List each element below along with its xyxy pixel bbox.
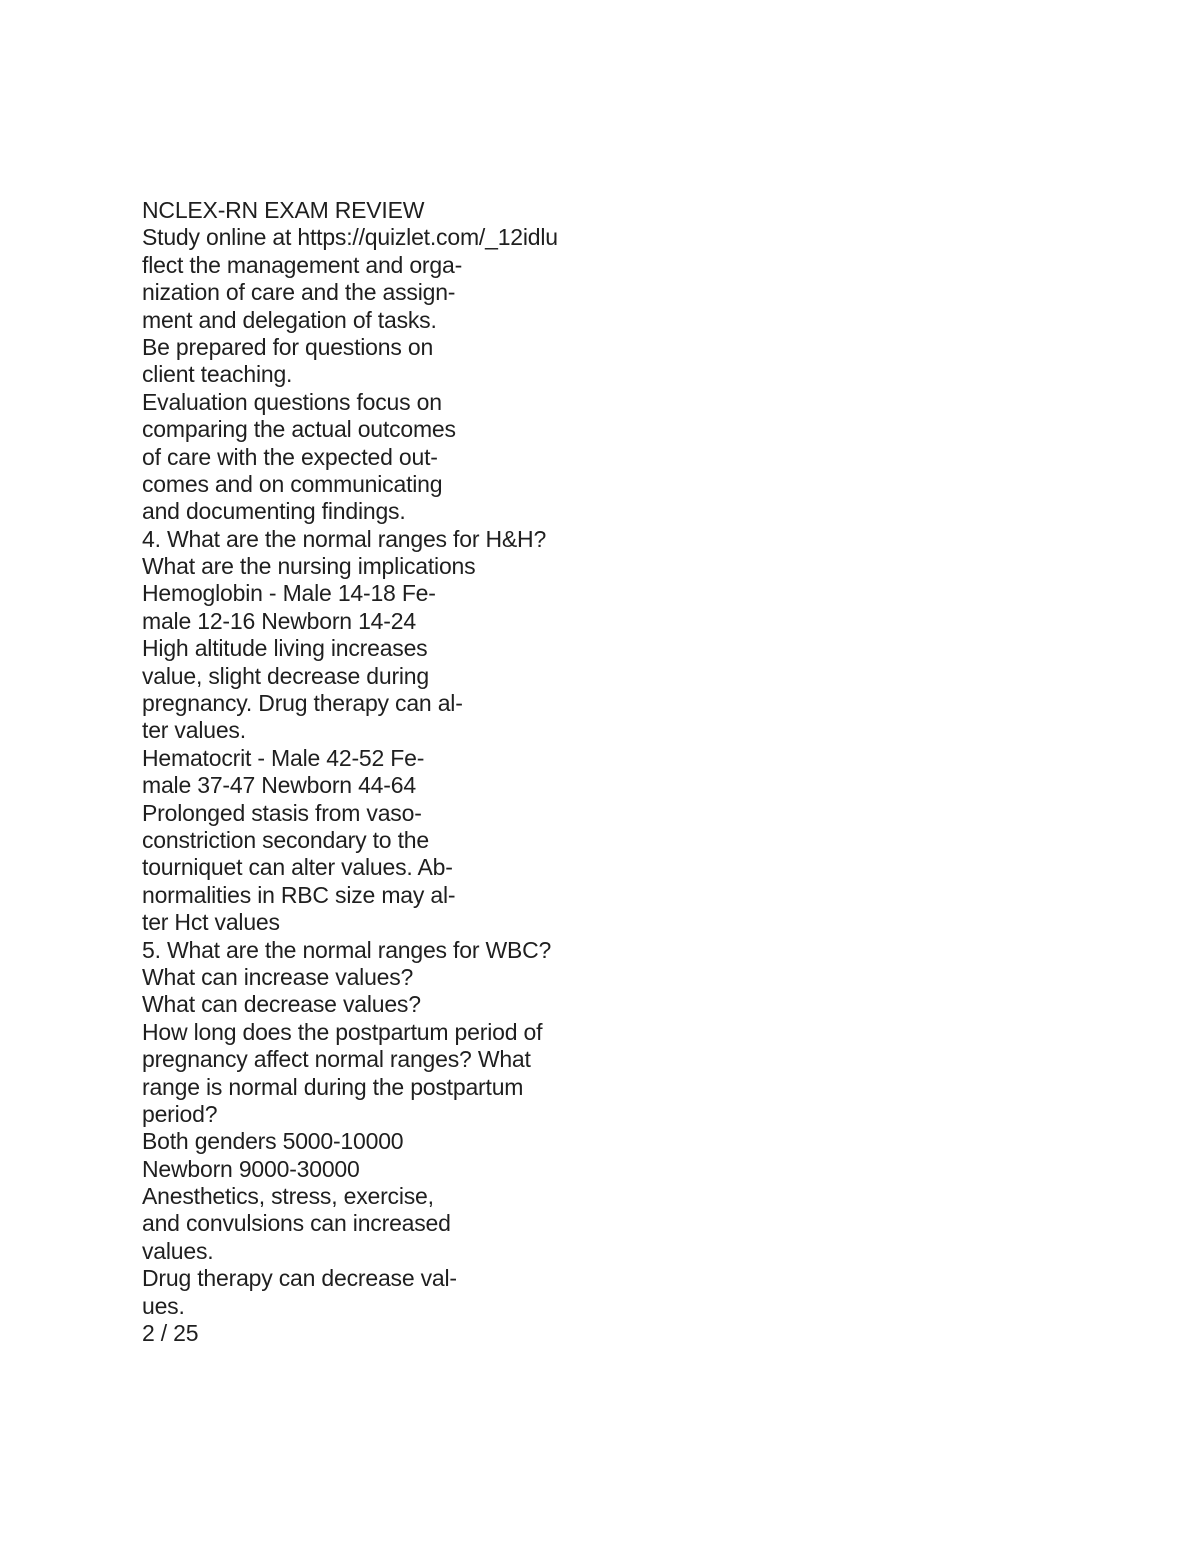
text-line: constriction secondary to the [142, 826, 429, 853]
text-line: Be prepared for questions on [142, 333, 434, 360]
text-line: tourniquet can alter values. Ab- [142, 854, 453, 881]
text-line: Newborn 9000-30000 [142, 1155, 360, 1182]
text-line: values. [142, 1237, 214, 1264]
text-line: pregnancy. Drug therapy can al- [142, 690, 463, 717]
text-line: What can decrease values? [142, 991, 421, 1018]
text-line: period? [142, 1100, 218, 1127]
text-line: value, slight decrease during [142, 662, 429, 689]
text-line: How long does the postpartum period of [142, 1018, 543, 1045]
text-line: Evaluation questions focus on [142, 388, 442, 415]
text-line: and documenting findings. [142, 498, 406, 525]
text-line: 4. What are the normal ranges for H&H? [142, 525, 547, 552]
text-line: Prolonged stasis from vaso- [142, 799, 422, 826]
text-line: range is normal during the postpartum [142, 1073, 524, 1100]
text-line: client teaching. [142, 361, 293, 388]
text-line: High altitude living increases [142, 635, 428, 662]
text-line: What can increase values? [142, 963, 414, 990]
document-header: NCLEX-RN EXAM REVIEW [142, 197, 425, 223]
text-line: pregnancy affect normal ranges? What [142, 1046, 531, 1073]
text-line: Hemoglobin - Male 14-18 Fe- [142, 580, 436, 607]
text-line: of care with the expected out- [142, 443, 438, 470]
text-line: male 12-16 Newborn 14-24 [142, 607, 416, 634]
text-line: ter values. [142, 717, 246, 744]
document-text [142, 197, 842, 1347]
text-line: ter Hct values [142, 909, 280, 936]
text-line: ment and delegation of tasks. [142, 306, 437, 333]
text-line: ues. [142, 1292, 185, 1319]
page-number: 2 / 25 [142, 1320, 199, 1347]
text-line: Anesthetics, stress, exercise, [142, 1183, 434, 1210]
text-line: comparing the actual outcomes [142, 416, 456, 443]
text-line: Drug therapy can decrease val- [142, 1265, 457, 1292]
text-line: Both genders 5000-10000 [142, 1128, 404, 1155]
study-link-line: Study online at https://quizlet.com/_12idlu [142, 224, 558, 251]
text-line: 5. What are the normal ranges for WBC? [142, 936, 552, 963]
text-line: normalities in RBC size may al- [142, 881, 456, 908]
text-line: comes and on communicating [142, 470, 443, 497]
body-lines [142, 252, 842, 1320]
text-line: nization of care and the assign- [142, 279, 456, 306]
text-line: flect the management and orga- [142, 251, 463, 278]
text-line: What are the nursing implications [142, 553, 476, 580]
text-line: male 37-47 Newborn 44-64 [142, 772, 416, 799]
text-line: Hematocrit - Male 42-52 Fe- [142, 744, 425, 771]
text-line: and convulsions can increased [142, 1210, 451, 1237]
